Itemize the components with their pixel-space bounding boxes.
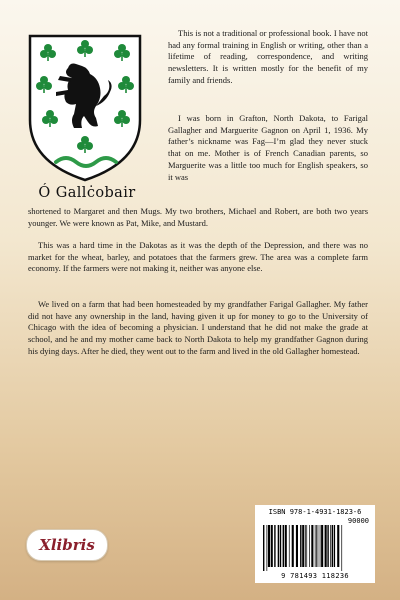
heraldic-shield-lion-icon (26, 32, 144, 184)
barcode-bar (278, 525, 279, 567)
barcode-bar (318, 525, 319, 567)
barcode-bar (302, 525, 304, 567)
isbn-number: ISBN 978-1-4931-1823-6 (268, 508, 362, 516)
barcode-bar (325, 525, 327, 567)
barcode-bar (309, 525, 310, 567)
barcode-bar (280, 525, 281, 567)
barcode-bar (341, 525, 342, 571)
barcode-bar (300, 525, 301, 567)
publisher-logo (26, 529, 108, 561)
barcode-bar (330, 525, 331, 567)
barcode-bar (315, 525, 316, 567)
family-crest (26, 32, 144, 184)
barcode-bar (320, 525, 321, 567)
barcode-bar (274, 525, 275, 567)
barcode-bar (292, 525, 294, 567)
barcode-bar (285, 525, 287, 567)
depression-paragraph: This was a hard time in the Dakotas as it was the depth of the Depression, and there was no market for the wheat, barley, and potatoes that the farmers grew. The area was a complete farm economy. If the farmers were not making it, neither was anyone else. (28, 240, 368, 274)
barcode-bar (332, 525, 333, 567)
barcode-bar (296, 525, 298, 567)
price-code: 90000 (347, 517, 369, 525)
barcode-bar (283, 525, 284, 567)
crest-caption: Ó Gallċobair (38, 185, 136, 201)
barcode-bar (327, 525, 328, 567)
barcode-bar (337, 525, 339, 567)
barcode-bar (305, 525, 306, 567)
barcode-bar (271, 525, 273, 567)
birth-paragraph: I was born in Grafton, North Dakota, to Farigal Gallagher and Marguerite Gagnon on April 1, 1936. My father’s nickname was Fag—I’m glad they never stuck that on me. Mother is of French Canadian parents, so Marguerite was a little too much for English speakers, so it was (168, 113, 368, 182)
barcode-bar (311, 525, 313, 567)
isbn-barcode (255, 505, 375, 583)
barcode-bar (334, 525, 335, 567)
barcode-bar (306, 525, 307, 567)
publisher-logo-text: Xlibris (39, 536, 95, 554)
barcode-bar (263, 525, 264, 571)
barcode-digits: 9 781493 118236 (281, 572, 349, 580)
barcode-bar (289, 525, 290, 567)
intro-paragraph: This is not a traditional or professional book. I have not had any formal training in English or writing, other than a lifetime of reading, correspondence, and writing newsletters. It is written mostly for the benefit of my family and friends. (168, 28, 368, 85)
barcode-bar (316, 525, 317, 567)
barcode-bar (321, 525, 323, 567)
barcode-bars (261, 517, 369, 571)
farm-paragraph: We lived on a farm that had been homesteaded by my grandfather Farigal Gallagher. My father did not have any ownership in the land, having given it up for money to go to the University of Chicago with the idea of becoming a physician. I understand that he did not make the grade at school, and he and my mother came back to North Dakota to help my grandfather Gagnon during his dying days. After he died, they went out to the farm and lived in the old Gallagher homestead. (28, 299, 368, 356)
birth-paragraph-continued: shortened to Margaret and then Mugs. My two brothers, Michael and Robert, are both two years younger. We were known as Pat, Mike, and Mustard. (28, 206, 368, 228)
barcode-bar (267, 525, 268, 571)
barcode-bar (268, 525, 270, 567)
